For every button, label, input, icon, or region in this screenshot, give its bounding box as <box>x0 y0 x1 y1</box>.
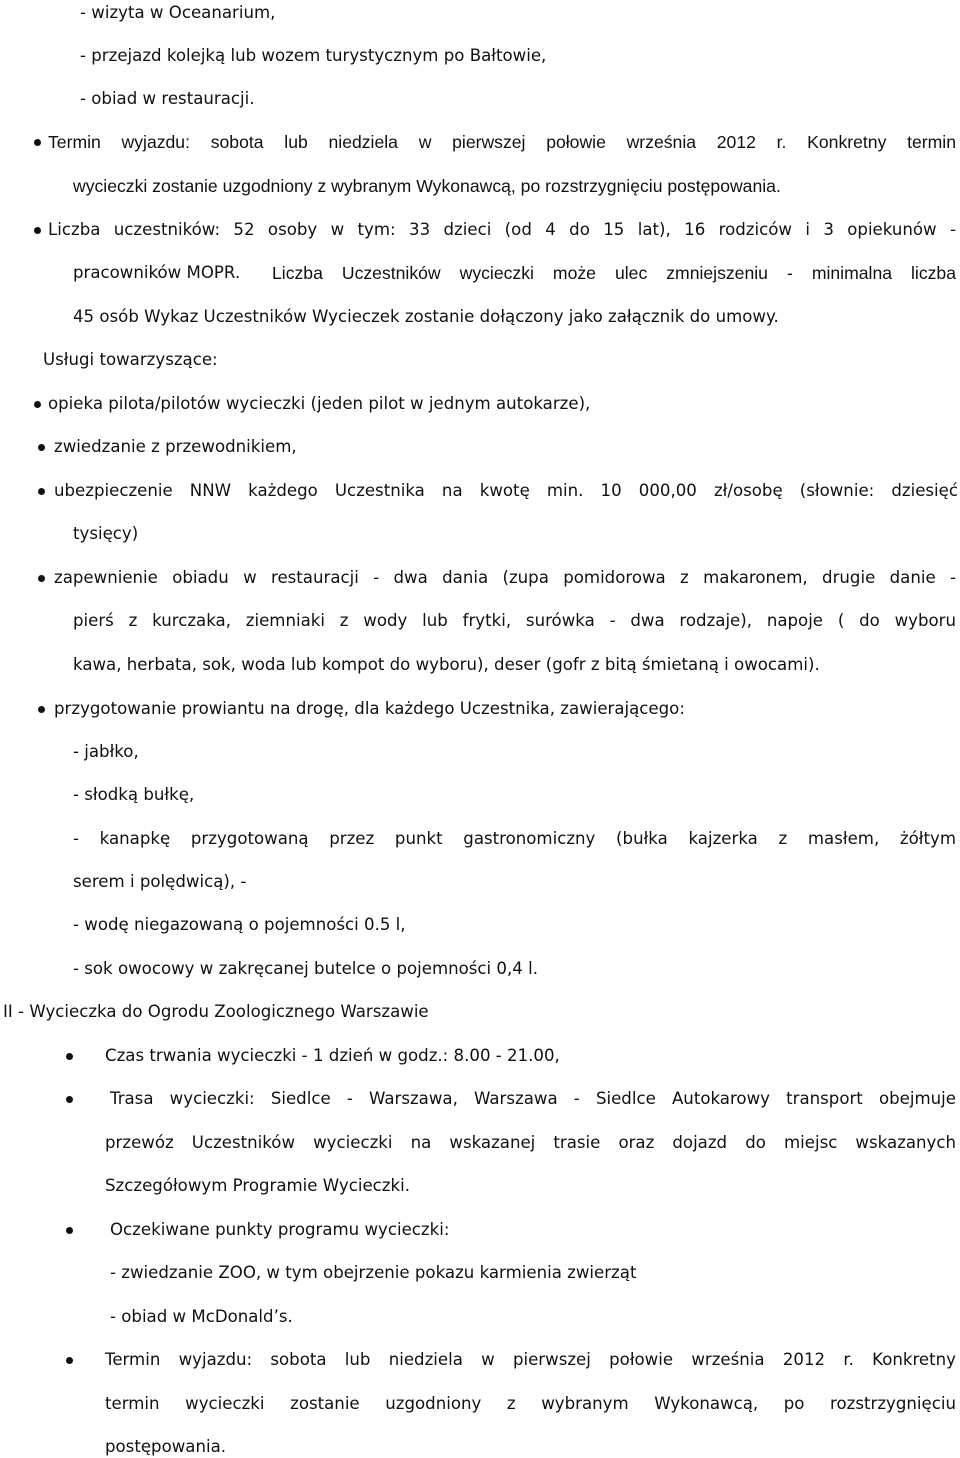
bullet-icon <box>66 1357 73 1364</box>
text-line: - obiad w restauracji. <box>80 89 255 108</box>
bullet-icon <box>66 1096 73 1103</box>
text-line: - jabłko, <box>73 742 139 761</box>
text-line: Szczegółowym Programie Wycieczki. <box>105 1176 410 1195</box>
text-line: termin wycieczki zostanie uzgodniony z wybranym Wykonawcą, po rozstrzygnięciu <box>105 1394 956 1413</box>
bullet-icon <box>34 139 41 146</box>
text-line: - wodę niegazowaną o pojemności 0.5 l, <box>73 915 406 934</box>
bullet-icon <box>66 1227 73 1234</box>
bullet-icon <box>34 227 41 234</box>
text-line: zapewnienie obiadu w restauracji - dwa dania (zupa pomidorowa z makaronem, drugie danie - <box>54 568 956 587</box>
text-line: Termin wyjazdu: sobota lub niedziela w pierwszej połowie września 2012 r. Konkretny termin <box>48 132 956 152</box>
text-line: Oczekiwane punkty programu wycieczki: <box>110 1220 450 1239</box>
text-line: - przejazd kolejką lub wozem turystycznym po Bałtowie, <box>80 46 547 65</box>
text-line: Liczba Uczestników wycieczki może ulec zmniejszeniu - minimalna liczba <box>272 263 956 283</box>
text-line: wycieczki zostanie uzgodniony z wybranym Wykonawcą, po rozstrzygnięciu postępowania. <box>73 176 781 196</box>
bullet-icon <box>38 575 45 582</box>
bullet-icon <box>38 488 45 495</box>
text-line: - kanapkę przygotowaną przez punkt gastronomiczny (bułka kajzerka z masłem, żółtym <box>73 829 956 848</box>
text-line: postępowania. <box>105 1437 227 1456</box>
text-line: Usługi towarzyszące: <box>43 350 218 369</box>
text-line: tysięcy) <box>73 524 139 543</box>
bullet-icon <box>38 444 45 451</box>
text-line: kawa, herbata, sok, woda lub kompot do wyboru), deser (gofr z bitą śmietaną i owocami). <box>73 655 820 674</box>
text-line: 45 osób Wykaz Uczestników Wycieczek zostanie dołączony jako załącznik do umowy. <box>73 307 779 326</box>
text-line: Liczba uczestników: 52 osoby w tym: 33 dzieci (od 4 do 15 lat), 16 rodziców i 3 opiekunów - <box>48 220 956 239</box>
text-line: - wizyta w Oceanarium, <box>80 3 276 22</box>
text-line: - obiad w McDonald’s. <box>110 1307 293 1326</box>
text-line: pierś z kurczaka, ziemniaki z wody lub frytki, surówka - dwa rodzaje), napoje ( do wyboru <box>73 611 956 630</box>
text-line: przygotowanie prowiantu na drogę, dla każdego Uczestnika, zawierającego: <box>54 699 685 718</box>
text-line: ubezpieczenie NNW każdego Uczestnika na kwotę min. 10 000,00 zł/osobę (słownie: dziesięć <box>54 481 958 500</box>
text-line: zwiedzanie z przewodnikiem, <box>54 437 297 456</box>
text-line: Trasa wycieczki: Siedlce - Warszawa, Warszawa - Siedlce Autokarowy transport obejmuje <box>110 1089 956 1108</box>
text-line: - zwiedzanie ZOO, w tym obejrzenie pokazu karmienia zwierząt <box>110 1263 637 1282</box>
bullet-icon <box>38 706 45 713</box>
text-line: przewóz Uczestników wycieczki na wskazanej trasie oraz dojazd do miejsc wskazanych <box>105 1133 956 1152</box>
text-line: Termin wyjazdu: sobota lub niedziela w pierwszej połowie września 2012 r. Konkretny <box>105 1350 956 1369</box>
bullet-icon <box>34 401 41 408</box>
section-heading: II - Wycieczka do Ogrodu Zoologicznego Warszawie <box>3 1002 429 1021</box>
text-line: - słodką bułkę, <box>73 785 195 804</box>
text-line: - sok owocowy w zakręcanej butelce o pojemności 0,4 l. <box>73 959 538 978</box>
text-line: pracowników MOPR. <box>73 263 241 282</box>
bullet-icon <box>66 1053 73 1060</box>
text-line: serem i polędwicą), - <box>73 872 247 891</box>
text-line: Czas trwania wycieczki - 1 dzień w godz.: 8.00 - 21.00, <box>105 1046 560 1065</box>
text-line: opieka pilota/pilotów wycieczki (jeden pilot w jednym autokarze), <box>48 394 591 413</box>
